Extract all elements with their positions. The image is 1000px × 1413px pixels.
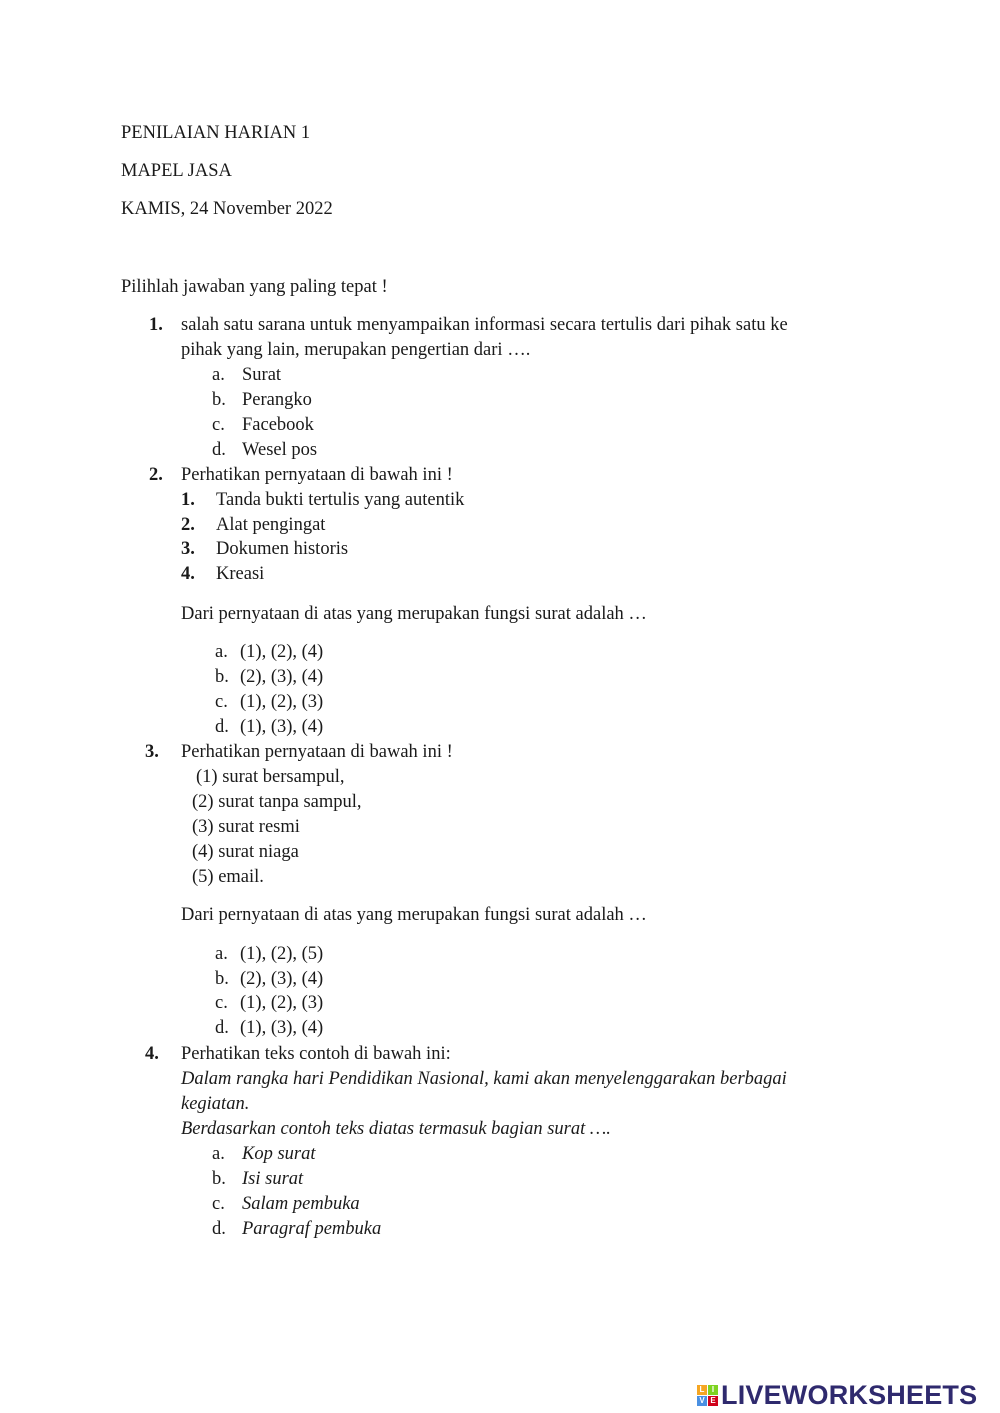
answer-option[interactable]: Perangko bbox=[242, 390, 312, 410]
answer-option[interactable]: Kop surat bbox=[242, 1144, 316, 1164]
option-letter: a. bbox=[215, 642, 228, 662]
answer-option[interactable]: (2), (3), (4) bbox=[240, 969, 324, 989]
question-text: Perhatikan pernyataan di bawah ini ! bbox=[181, 742, 453, 762]
statement-text: (4) surat niaga bbox=[192, 842, 299, 862]
statement-text: Dokumen historis bbox=[216, 539, 349, 559]
option-letter: b. bbox=[212, 390, 226, 410]
subject-line: MAPEL JASA bbox=[121, 161, 232, 181]
option-letter: a. bbox=[215, 944, 228, 964]
option-letter: a. bbox=[212, 1144, 225, 1164]
statement-number: 4. bbox=[181, 564, 195, 584]
option-letter: d. bbox=[212, 1219, 226, 1239]
example-text: kegiatan. bbox=[181, 1094, 250, 1114]
logo-text: LIVEWORKSHEETS bbox=[721, 1379, 978, 1410]
statement-text: Kreasi bbox=[216, 564, 265, 584]
question-text: pihak yang lain, merupakan pengertian dari …. bbox=[181, 340, 531, 360]
option-letter: c. bbox=[215, 692, 228, 712]
answer-option[interactable]: Salam pembuka bbox=[242, 1194, 360, 1214]
answer-option[interactable]: (1), (3), (4) bbox=[240, 1018, 324, 1038]
answer-option[interactable]: (1), (2), (5) bbox=[240, 944, 324, 964]
question-text: Perhatikan pernyataan di bawah ini ! bbox=[181, 465, 453, 485]
question-prompt: Berdasarkan contoh teks diatas termasuk bagian surat …. bbox=[181, 1119, 611, 1139]
option-letter: d. bbox=[215, 717, 229, 737]
option-letter: c. bbox=[212, 1194, 225, 1214]
option-letter: d. bbox=[215, 1018, 229, 1038]
option-letter: b. bbox=[215, 969, 229, 989]
question-number: 3. bbox=[145, 742, 159, 762]
option-letter: d. bbox=[212, 440, 226, 460]
instruction: Pilihlah jawaban yang paling tepat ! bbox=[121, 277, 388, 297]
date-line: KAMIS, 24 November 2022 bbox=[121, 199, 333, 219]
answer-option[interactable]: Paragraf pembuka bbox=[242, 1219, 382, 1239]
statement-text: (2) surat tanpa sampul, bbox=[192, 792, 362, 812]
statement-text: (5) email. bbox=[192, 867, 264, 887]
option-letter: b. bbox=[215, 667, 229, 687]
answer-option[interactable]: Isi surat bbox=[242, 1169, 304, 1189]
liveworksheets-logo[interactable] bbox=[697, 1378, 977, 1412]
statement-number: 3. bbox=[181, 539, 195, 559]
answer-option[interactable]: (1), (3), (4) bbox=[240, 717, 324, 737]
answer-option[interactable]: Facebook bbox=[242, 415, 314, 435]
example-text: Dalam rangka hari Pendidikan Nasional, kami akan menyelenggarakan berbagai bbox=[181, 1069, 787, 1089]
question-prompt: Dari pernyataan di atas yang merupakan fungsi surat adalah … bbox=[181, 604, 647, 624]
statement-text: (3) surat resmi bbox=[192, 817, 300, 837]
answer-option[interactable]: Surat bbox=[242, 365, 282, 385]
statement-text: Alat pengingat bbox=[216, 515, 326, 535]
option-letter: c. bbox=[212, 415, 225, 435]
answer-option[interactable]: Wesel pos bbox=[242, 440, 318, 460]
option-letter: a. bbox=[212, 365, 225, 385]
option-letter: b. bbox=[212, 1169, 226, 1189]
question-number: 2. bbox=[149, 465, 163, 485]
question-number: 1. bbox=[149, 315, 163, 335]
question-text: Perhatikan teks contoh di bawah ini: bbox=[181, 1044, 451, 1064]
question-number: 4. bbox=[145, 1044, 159, 1064]
worksheet-title: PENILAIAN HARIAN 1 bbox=[121, 123, 311, 143]
liveworksheets-logo-icon: L I V E bbox=[697, 1385, 718, 1406]
question-text: salah satu sarana untuk menyampaikan informasi secara tertulis dari pihak satu ke bbox=[181, 315, 788, 335]
statement-number: 2. bbox=[181, 515, 195, 535]
answer-option[interactable]: (1), (2), (4) bbox=[240, 642, 324, 662]
question-prompt: Dari pernyataan di atas yang merupakan fungsi surat adalah … bbox=[181, 905, 647, 925]
statement-number: 1. bbox=[181, 490, 195, 510]
statement-text: (1) surat bersampul, bbox=[196, 767, 345, 787]
option-letter: c. bbox=[215, 993, 228, 1013]
statement-text: Tanda bukti tertulis yang autentik bbox=[216, 490, 465, 510]
answer-option[interactable]: (1), (2), (3) bbox=[240, 993, 324, 1013]
answer-option[interactable]: (2), (3), (4) bbox=[240, 667, 324, 687]
answer-option[interactable]: (1), (2), (3) bbox=[240, 692, 324, 712]
